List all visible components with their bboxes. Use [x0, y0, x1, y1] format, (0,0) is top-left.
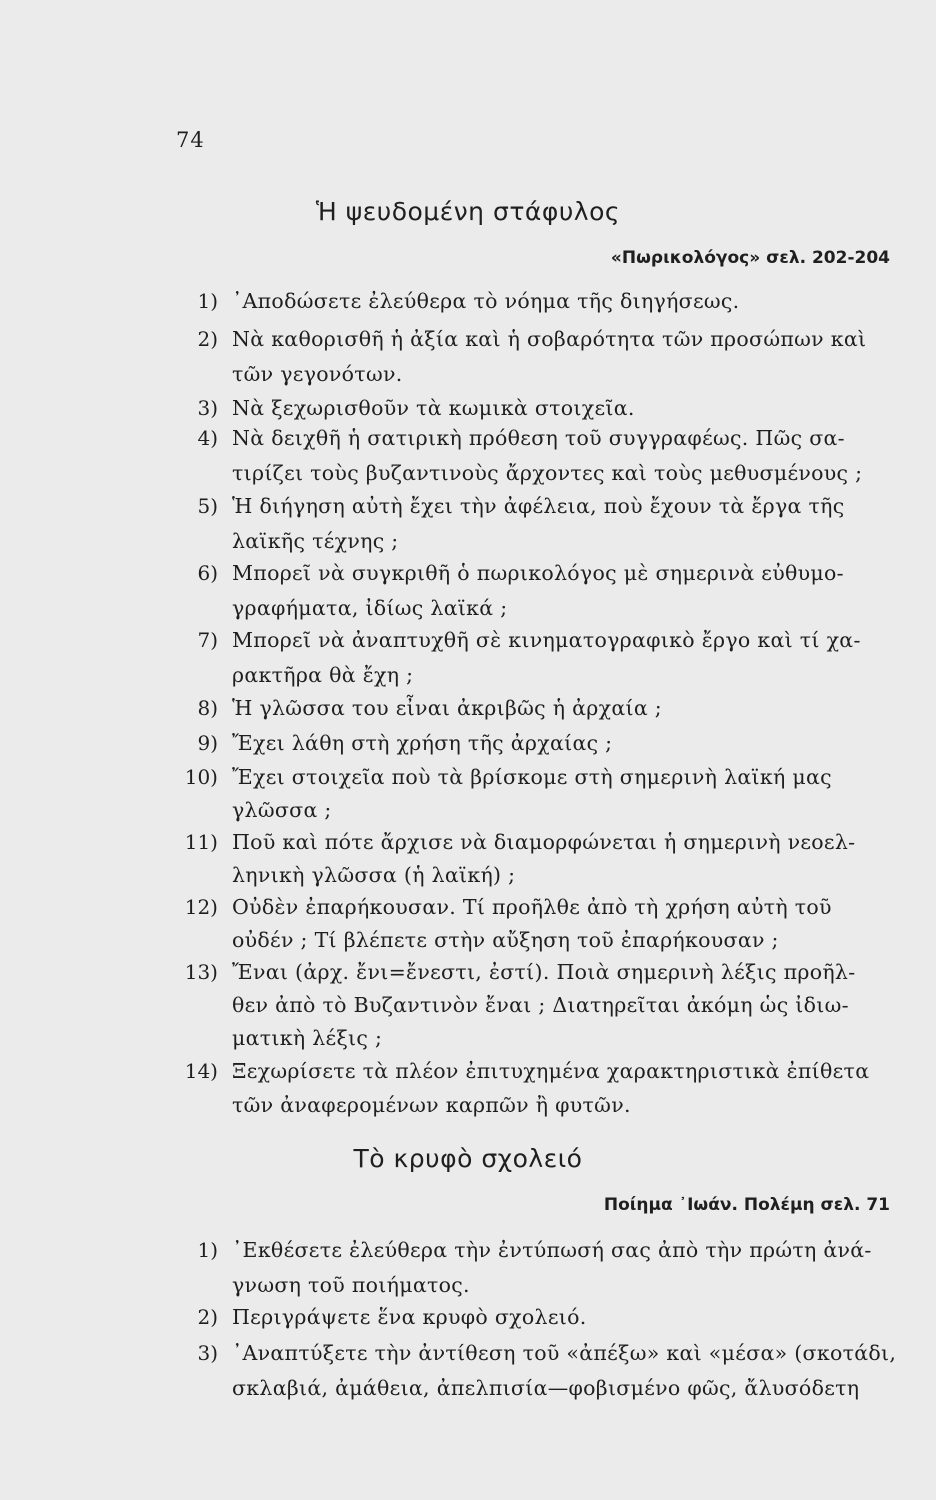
question-text: Ποῦ καὶ πότε ἄρχισε νὰ διαμορφώνεται ἡ σημερινὴ νεοελ- — [232, 830, 856, 854]
question-number: 7) — [197, 628, 218, 652]
question-text: Ἔναι (ἀρχ. ἔνι=ἔνεστι, ἐστί). Ποιὰ σημερινὴ λέξις προῆλ- — [232, 960, 856, 984]
question-text: λαϊκῆς τέχνης ; — [232, 529, 399, 553]
question-text: Μπορεῖ νὰ ἀναπτυχθῆ σὲ κινηματογραφικὸ ἔργο καὶ τί χα- — [232, 628, 861, 652]
question-number: 5) — [197, 494, 218, 518]
question-number: 8) — [197, 696, 218, 720]
question-number: 1) — [197, 1238, 218, 1262]
question-number: 1) — [197, 289, 218, 313]
question-text: ᾿Αποδώσετε ἐλεύθερα τὸ νόημα τῆς διηγήσεως. — [232, 289, 740, 313]
question-number: 6) — [197, 561, 218, 585]
question-text: Ἡ γλῶσσα του εἶναι ἀκριβῶς ἡ ἀρχαία ; — [232, 696, 663, 720]
section-source: «Πωρικολόγος» σελ. 202-204 — [610, 248, 890, 268]
section-title: Τὸ κρυφὸ σχολειό — [353, 1144, 583, 1173]
question-text: Οὐδὲν ἐπαρήκουσαν. Τί προῆλθε ἀπὸ τὴ χρήση αὐτὴ τοῦ — [232, 895, 832, 919]
question-text: ᾿Εκθέσετε ἐλεύθερα τὴν ἐντύπωσή σας ἀπὸ τὴν πρώτη ἀνά- — [232, 1238, 872, 1262]
question-text: γνωση τοῦ ποιήματος. — [232, 1273, 470, 1297]
question-number: 11) — [184, 830, 218, 854]
question-number: 14) — [184, 1059, 218, 1083]
question-text: ληνικὴ γλῶσσα (ἡ λαϊκή) ; — [232, 863, 516, 887]
section-source: Ποίημα ᾿Ιωάν. Πολέμη σελ. 71 — [603, 1195, 890, 1215]
question-number: 9) — [197, 731, 218, 755]
question-number: 2) — [197, 1305, 218, 1329]
question-text: Ξεχωρίσετε τὰ πλέον ἐπιτυχημένα χαρακτηριστικὰ ἐπίθετα — [232, 1059, 870, 1083]
page-number: 74 — [176, 128, 205, 152]
question-number: 10) — [184, 765, 218, 789]
question-text: θεν ἀπὸ τὸ Βυζαντινὸν ἔναι ; Διατηρεῖται ἀκόμη ὡς ἰδιω- — [232, 993, 849, 1017]
question-text: Ἔχει λάθη στὴ χρήση τῆς ἀρχαίας ; — [232, 731, 613, 755]
section-title: Ἡ ψευδομένη στάφυλος — [315, 197, 621, 226]
question-number: 4) — [197, 426, 218, 450]
question-text: γραφήματα, ἰδίως λαϊκά ; — [232, 596, 508, 620]
question-text: τῶν γεγονότων. — [232, 362, 403, 386]
question-text: τιρίζει τοὺς βυζαντινοὺς ἄρχοντες καὶ τοὺς μεθυσμένους ; — [232, 461, 863, 485]
question-text: ρακτῆρα θὰ ἔχη ; — [232, 663, 414, 687]
question-text: οὐδέν ; Τί βλέπετε στὴν αὔξηση τοῦ ἐπαρήκουσαν ; — [232, 928, 779, 952]
question-number: 12) — [184, 895, 218, 919]
question-text: Περιγράψετε ἕνα κρυφὸ σχολειό. — [232, 1305, 587, 1329]
question-number: 3) — [197, 396, 218, 420]
question-text: ᾿Αναπτύξετε τὴν ἀντίθεση τοῦ «ἀπέξω» καὶ «μέσα» (σκοτάδι, — [232, 1341, 897, 1365]
question-text: Μπορεῖ νὰ συγκριθῆ ὁ πωρικολόγος μὲ σημερινὰ εὐθυμο- — [232, 561, 844, 585]
question-number: 2) — [197, 327, 218, 351]
question-text: τῶν ἀναφερομένων καρπῶν ἢ φυτῶν. — [232, 1093, 631, 1117]
question-text: Νὰ ξεχωρισθοῦν τὰ κωμικὰ στοιχεῖα. — [232, 396, 635, 420]
question-text: Νὰ καθορισθῆ ἡ ἀξία καὶ ἡ σοβαρότητα τῶν προσώπων καὶ — [232, 327, 867, 351]
question-text: ματικὴ λέξις ; — [232, 1026, 383, 1050]
question-text: Νὰ δειχθῆ ἡ σατιρικὴ πρόθεση τοῦ συγγραφέως. Πῶς σα- — [232, 426, 845, 450]
question-text: Ἔχει στοιχεῖα ποὺ τὰ βρίσκομε στὴ σημερινὴ λαϊκή μας — [232, 765, 832, 789]
question-text: σκλαβιά, ἀμάθεια, ἀπελπισία—φοβισμένο φῶς, ἄλυσόδετη — [232, 1376, 860, 1400]
question-number: 3) — [197, 1341, 218, 1365]
question-number: 13) — [184, 960, 218, 984]
question-text: γλῶσσα ; — [232, 798, 332, 822]
question-text: Ἡ διήγηση αὐτὴ ἔχει τὴν ἀφέλεια, ποὺ ἔχουν τὰ ἔργα τῆς — [232, 494, 845, 518]
